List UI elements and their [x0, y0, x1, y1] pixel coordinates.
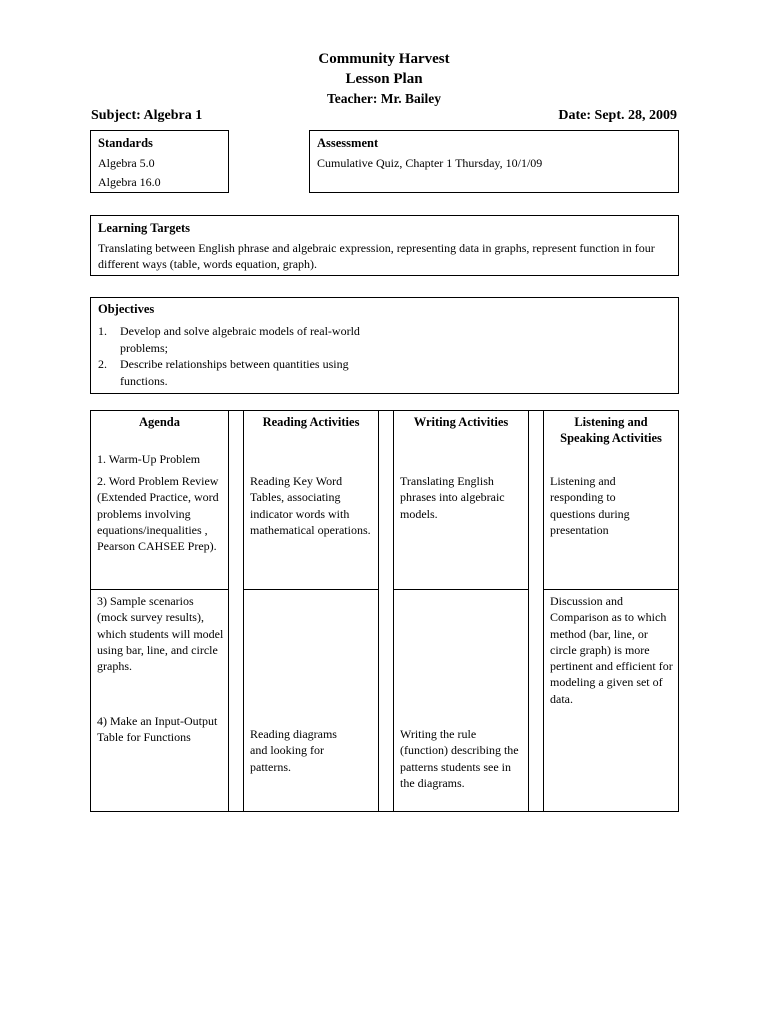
- assessment-box: [309, 130, 679, 193]
- objective-item: [98, 356, 366, 389]
- reading-cell-row2: [243, 589, 379, 812]
- standard-item: Algebra 16.0: [98, 175, 161, 189]
- column-gutter: [528, 410, 544, 812]
- learning-targets-box: [90, 215, 679, 276]
- objective-text: Develop and solve algebraic models of real-world problems;: [120, 324, 360, 355]
- column-gutter: [228, 410, 244, 812]
- reading-activity: Reading diagrams and looking for patterns.: [250, 727, 337, 774]
- objective-number: 2.: [98, 357, 107, 371]
- date-label: Date: Sept. 28, 2009: [558, 108, 677, 123]
- learning-targets-heading: Learning Targets: [98, 221, 191, 235]
- objective-text: Describe relationships between quantities using functions.: [120, 357, 349, 388]
- document-subtitle: Lesson Plan: [345, 71, 423, 87]
- standards-box: [90, 130, 229, 193]
- objective-number: 1.: [98, 324, 107, 338]
- standards-heading: Standards: [98, 136, 153, 150]
- writing-activity: Translating English phrases into algebraic models.: [400, 474, 505, 521]
- standard-item: Algebra 5.0: [98, 156, 155, 170]
- listening-header: Listening and Speaking Activities: [560, 415, 662, 445]
- learning-targets-text: Translating between English phrase and algebraic expression, representing data in graphs, represent function in four different ways (table, words equation, graph).: [98, 241, 655, 271]
- column-gutter: [378, 410, 394, 812]
- listening-activity: Listening and responding to questions during presentation: [550, 474, 630, 537]
- objectives-heading: Objectives: [98, 302, 155, 316]
- agenda-header: Agenda: [139, 415, 180, 429]
- listening-activity: Discussion and Comparison as to which method (bar, line, or circle graph) is more pertinent and efficient for modeling a given set of data.: [550, 594, 673, 706]
- agenda-item: 3) Sample scenarios (mock survey results), which students will model using bar, line, and circle graphs.: [97, 594, 224, 674]
- teacher-name: Teacher: Mr. Bailey: [326, 91, 442, 106]
- writing-header: Writing Activities: [413, 415, 509, 429]
- assessment-text: Cumulative Quiz, Chapter 1 Thursday, 10/1/09: [317, 156, 543, 170]
- reading-activity: Reading Key Word Tables, associating indicator words with mathematical operations.: [250, 474, 371, 537]
- reading-header: Reading Activities: [262, 415, 360, 429]
- objectives-box: [90, 297, 679, 394]
- subject-label: Subject: Algebra 1: [91, 108, 203, 123]
- objective-item: [98, 323, 366, 356]
- document-title: Community Harvest: [318, 51, 450, 67]
- agenda-item: 2. Word Problem Review (Extended Practice, word problems involving equations/inequalities , Pearson CAHSEE Prep).: [97, 474, 219, 554]
- agenda-item: 4) Make an Input-Output Table for Functions: [97, 714, 218, 745]
- assessment-heading: Assessment: [317, 136, 379, 150]
- objectives-list: [98, 323, 366, 389]
- writing-activity: Writing the rule (function) describing the patterns students see in the diagrams.: [400, 727, 519, 790]
- agenda-item: 1. Warm-Up Problem: [97, 452, 201, 466]
